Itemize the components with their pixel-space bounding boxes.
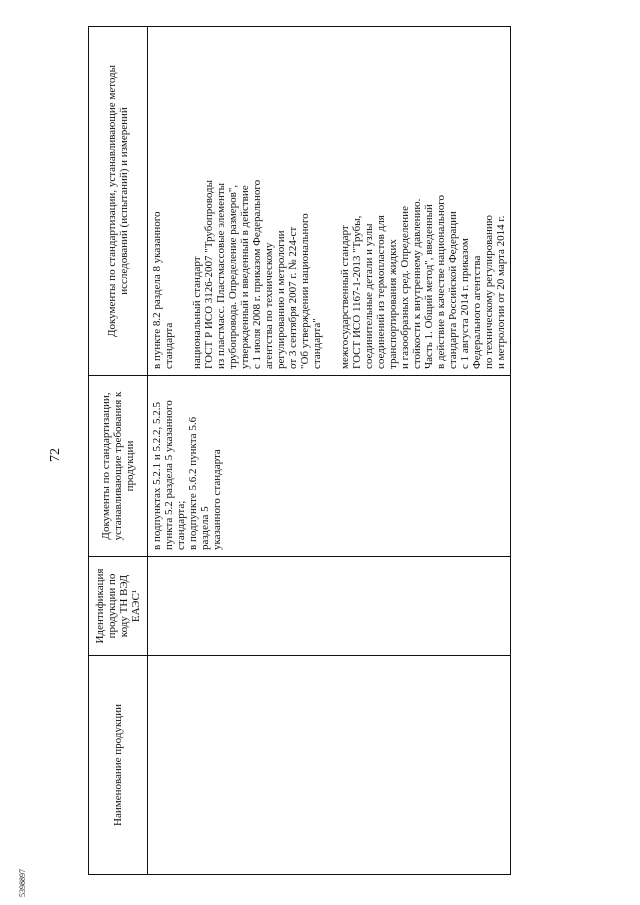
standards-table xyxy=(88,26,511,875)
header-requirements: Документы по стандартизации, устанавливающие требования к продукции xyxy=(89,376,148,557)
table-row xyxy=(148,27,511,875)
methods-text-3: межгосударственный стандарт ГОСТ ИСО 1167-1-2013 "Трубы, соединительные детали и узлы соединений из термопластов для транспортирования жидких и газообразных сред. Определение стойкости к внутреннему давлению. Часть 1. Общий метод", введенный в действие в качестве национального стандарта Российской Федерации с 1 августа 2014 г. приказом Федерального агентства по техническому регулированию и метрологии от 20 марта 2014 г. xyxy=(339,195,507,369)
cell-code xyxy=(148,557,511,656)
requirements-text-2: в подпункте 5.6.2 пункта 5.6 раздела 5 указанного стандарта xyxy=(187,416,223,550)
header-code: Идентификация продукции по коду ТН ВЭД ЕАЭС¹ xyxy=(89,557,148,656)
cell-product-name xyxy=(148,656,511,875)
page-number: 72 xyxy=(48,448,63,462)
methods-text-1: в пункте 8.2 раздела 8 указанного стандарта xyxy=(151,211,175,369)
cell-requirements xyxy=(148,376,511,557)
document-id: 5398897 xyxy=(18,869,27,897)
cell-methods xyxy=(148,27,511,376)
requirements-text-1: в подпунктах 5.2.1 и 5.2.2, 5.2.5 пункта 5.2 раздела 5 указанного стандарта; xyxy=(151,400,187,550)
header-product-name: Наименование продукции xyxy=(89,656,148,875)
header-methods: Документы по стандартизации, устанавливающие методы исследований (испытаний) и измерений xyxy=(89,27,148,376)
table-header-row xyxy=(89,27,148,875)
methods-text-2: национальный стандарт ГОСТ Р ИСО 3126-2007 "Трубопроводы из пластмасс. Пластмассовые элементы трубопровода. Определение размеров", утвержденный и введенный в действие с 1 июля 2008 г. приказом Федерального агентства по техническому регулированию и метрологии от 3 сентября 2007 г. № 224-ст "Об утверждении национального стандарта" xyxy=(191,179,323,369)
